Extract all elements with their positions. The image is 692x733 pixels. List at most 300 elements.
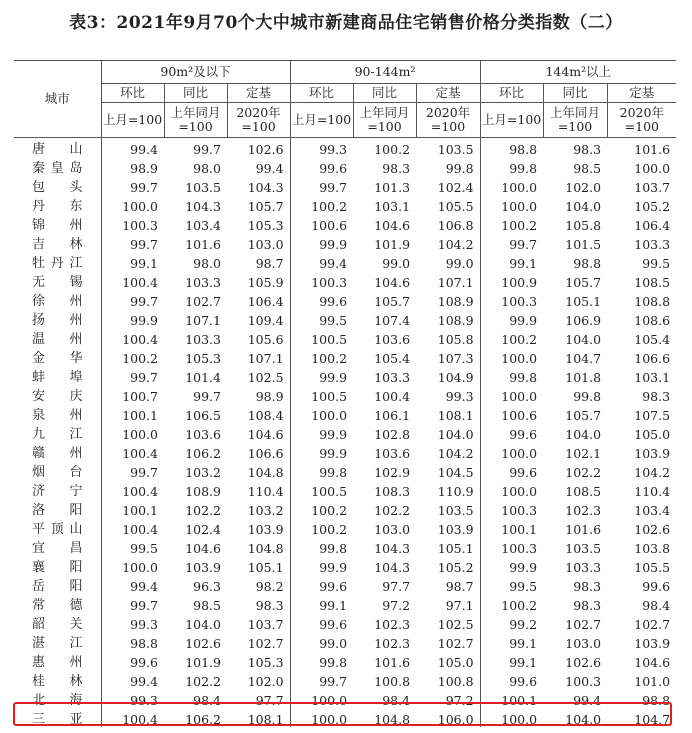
- index-value: 100.5: [290, 482, 353, 501]
- index-value: 109.4: [247, 313, 284, 328]
- table-row: [14, 368, 676, 387]
- index-value: 97.7: [255, 693, 284, 708]
- index-value: 108.5: [565, 484, 602, 499]
- index-value: 100.3: [480, 292, 543, 311]
- index-value: 100.3: [480, 501, 543, 520]
- index-value: 102.2: [185, 503, 221, 518]
- index-value: 102.5: [437, 617, 474, 632]
- index-value: 99.7: [101, 368, 164, 387]
- index-value: 99.8: [573, 389, 602, 404]
- index-value: 108.8: [634, 294, 671, 309]
- subheader-0-0: 环比: [101, 84, 164, 103]
- index-value: 98.3: [255, 598, 284, 613]
- index-value: 104.5: [437, 465, 474, 480]
- index-value: 104.0: [565, 712, 602, 727]
- index-value: 106.5: [185, 408, 221, 423]
- cutoff: [0, 727, 692, 733]
- index-value: 99.9: [290, 444, 353, 463]
- highlight-box-sanya: [13, 702, 672, 726]
- index-value: 108.1: [247, 712, 284, 727]
- table-row: [14, 520, 676, 539]
- index-value: 102.3: [565, 503, 602, 518]
- index-value: 99.0: [290, 634, 353, 653]
- index-value: 105.1: [565, 294, 602, 309]
- subheader-0-2: 定基: [227, 84, 290, 103]
- index-value: 110.9: [437, 484, 474, 499]
- index-value: 105.5: [437, 199, 474, 214]
- city-name: 烟台: [32, 465, 83, 480]
- index-value: 104.3: [374, 541, 411, 556]
- index-value: 103.3: [565, 560, 602, 575]
- index-value: 108.6: [634, 313, 671, 328]
- index-value: 99.6: [101, 653, 164, 672]
- index-value: 103.9: [437, 522, 474, 537]
- index-value: 99.7: [101, 178, 164, 197]
- city-name: 岳阳: [32, 579, 83, 594]
- subheader-1-0: 环比: [290, 84, 353, 103]
- city-name: 赣州: [32, 446, 83, 461]
- index-value: 103.5: [565, 541, 602, 556]
- index-value: 105.4: [634, 332, 671, 347]
- index-value: 103.1: [634, 370, 671, 385]
- table-row: [14, 292, 676, 311]
- table-row: [14, 349, 676, 368]
- index-value: 98.0: [193, 161, 221, 176]
- index-value: 104.8: [374, 712, 411, 727]
- index-value: 104.8: [247, 465, 284, 480]
- index-value: 98.3: [642, 389, 671, 404]
- city-name: 济宁: [32, 484, 83, 499]
- index-value: 101.6: [565, 522, 602, 537]
- index-value: 107.4: [374, 313, 411, 328]
- price-index-table: [14, 60, 676, 729]
- city-name: 无锡: [32, 275, 83, 290]
- index-value: 96.3: [193, 579, 221, 594]
- index-value: 104.0: [185, 617, 221, 632]
- index-value: 99.6: [480, 463, 543, 482]
- index-value: 102.7: [565, 617, 602, 632]
- index-value: 102.7: [185, 294, 221, 309]
- index-value: 106.1: [374, 408, 411, 423]
- table-row: [14, 558, 676, 577]
- city-name: 吉林: [32, 237, 83, 252]
- index-value: 105.7: [565, 275, 602, 290]
- city-name: 丹东: [32, 199, 83, 214]
- index-value: 99.7: [480, 235, 543, 254]
- index-value: 99.5: [101, 539, 164, 558]
- index-value: 102.5: [247, 370, 284, 385]
- index-value: 105.1: [247, 560, 284, 575]
- index-value: 99.8: [480, 368, 543, 387]
- index-value: 100.0: [290, 710, 353, 729]
- city-name: 韶关: [32, 617, 83, 632]
- index-value: 98.8: [642, 693, 671, 708]
- index-value: 98.4: [382, 693, 411, 708]
- index-value: 106.0: [437, 712, 474, 727]
- index-value: 104.2: [634, 465, 671, 480]
- index-value: 103.8: [634, 541, 671, 556]
- index-value: 98.5: [193, 598, 221, 613]
- index-value: 99.3: [101, 691, 164, 710]
- index-value: 100.2: [480, 596, 543, 615]
- index-value: 100.0: [480, 444, 543, 463]
- index-value: 100.0: [101, 425, 164, 444]
- index-value: 105.7: [565, 408, 602, 423]
- index-value: 99.1: [101, 254, 164, 273]
- index-value: 97.2: [382, 598, 411, 613]
- index-value: 102.2: [185, 674, 221, 689]
- subheader-1-2: 定基: [416, 84, 480, 103]
- index-value: 99.7: [290, 672, 353, 691]
- index-value: 99.9: [480, 311, 543, 330]
- index-value: 99.4: [101, 138, 164, 160]
- index-value: 100.0: [101, 197, 164, 216]
- index-value: 100.9: [480, 273, 543, 292]
- index-value: 105.7: [247, 199, 284, 214]
- index-value: 108.4: [247, 408, 284, 423]
- index-value: 101.9: [374, 237, 411, 252]
- index-value: 99.7: [101, 596, 164, 615]
- table-row: [14, 634, 676, 653]
- index-value: 101.6: [634, 142, 671, 157]
- index-value: 103.4: [634, 503, 671, 518]
- city-name: 宜昌: [32, 541, 83, 556]
- index-value: 104.6: [634, 655, 671, 670]
- index-value: 99.7: [101, 463, 164, 482]
- index-value: 99.2: [480, 615, 543, 634]
- index-value: 99.6: [480, 672, 543, 691]
- index-value: 98.2: [255, 579, 284, 594]
- index-value: 105.3: [247, 218, 284, 233]
- index-value: 105.9: [247, 275, 284, 290]
- index-value: 105.5: [634, 560, 671, 575]
- index-value: 102.7: [247, 636, 284, 651]
- index-value: 106.6: [634, 351, 671, 366]
- index-value: 102.1: [565, 446, 602, 461]
- index-value: 100.4: [101, 520, 164, 539]
- base-header-2-0: 上月=100: [480, 103, 543, 138]
- city-name: 三亚: [32, 712, 83, 727]
- city-name: 安庆: [32, 389, 83, 404]
- index-value: 98.0: [193, 256, 221, 271]
- index-value: 104.6: [185, 541, 221, 556]
- index-value: 100.1: [101, 406, 164, 425]
- index-value: 99.7: [193, 389, 221, 404]
- index-value: 100.0: [480, 178, 543, 197]
- table-row: [14, 330, 676, 349]
- index-value: 102.7: [634, 617, 671, 632]
- index-value: 102.4: [437, 180, 474, 195]
- index-value: 103.7: [247, 617, 284, 632]
- table-row: [14, 501, 676, 520]
- index-value: 102.6: [185, 636, 221, 651]
- index-value: 99.3: [445, 389, 474, 404]
- index-value: 104.7: [634, 712, 671, 727]
- index-value: 98.8: [480, 138, 543, 160]
- index-value: 108.3: [374, 484, 411, 499]
- base-header-1-1: 上年同月 =100: [353, 103, 416, 138]
- table-row: [14, 672, 676, 691]
- index-value: 104.0: [437, 427, 474, 442]
- index-value: 98.9: [255, 389, 284, 404]
- index-value: 100.8: [374, 674, 411, 689]
- group-header-medium: 90-144m²: [290, 61, 480, 84]
- table-row: [14, 615, 676, 634]
- index-value: 99.8: [445, 161, 474, 176]
- index-value: 101.9: [185, 655, 221, 670]
- index-value: 100.2: [290, 349, 353, 368]
- index-value: 104.0: [565, 427, 602, 442]
- index-value: 103.2: [247, 503, 284, 518]
- index-value: 99.4: [101, 577, 164, 596]
- table-row: [14, 178, 676, 197]
- index-value: 104.8: [247, 541, 284, 556]
- index-value: 99.9: [290, 425, 353, 444]
- base-header-2-1: 上年同月 =100: [543, 103, 607, 138]
- index-value: 97.1: [445, 598, 474, 613]
- index-value: 102.2: [565, 465, 602, 480]
- index-value: 100.0: [480, 710, 543, 729]
- city-name: 秦皇岛: [32, 161, 83, 176]
- index-value: 99.7: [193, 142, 221, 157]
- index-value: 102.8: [374, 427, 411, 442]
- index-value: 100.3: [480, 539, 543, 558]
- index-value: 99.7: [101, 292, 164, 311]
- base-header-0-0: 上月=100: [101, 103, 164, 138]
- base-header-0-1: 上年同月 =100: [164, 103, 227, 138]
- index-value: 98.8: [573, 256, 602, 271]
- index-value: 104.6: [374, 275, 411, 290]
- group-header-small: 90m²及以下: [101, 61, 290, 84]
- city-name: 蚌埠: [32, 370, 83, 385]
- index-value: 100.5: [290, 387, 353, 406]
- index-value: 100.4: [101, 444, 164, 463]
- index-value: 100.1: [101, 501, 164, 520]
- subheader-2-0: 环比: [480, 84, 543, 103]
- index-value: 100.0: [480, 482, 543, 501]
- index-value: 103.3: [185, 332, 221, 347]
- index-value: 107.1: [185, 313, 221, 328]
- index-value: 102.9: [374, 465, 411, 480]
- index-value: 105.0: [437, 655, 474, 670]
- index-value: 98.5: [573, 161, 602, 176]
- group-header-large: 144m²以上: [480, 61, 676, 84]
- city-name: 锦州: [32, 218, 83, 233]
- index-value: 104.2: [437, 446, 474, 461]
- index-value: 98.3: [573, 579, 602, 594]
- index-value: 100.2: [480, 330, 543, 349]
- index-value: 110.4: [247, 484, 284, 499]
- index-value: 99.6: [290, 615, 353, 634]
- index-value: 108.9: [185, 484, 221, 499]
- index-value: 106.2: [185, 446, 221, 461]
- index-value: 99.6: [290, 292, 353, 311]
- index-value: 99.7: [290, 178, 353, 197]
- index-value: 98.4: [193, 693, 221, 708]
- base-header-0-2: 2020年 =100: [227, 103, 290, 138]
- index-value: 99.0: [445, 256, 474, 271]
- city-name: 唐山: [32, 142, 83, 157]
- index-value: 103.6: [374, 332, 411, 347]
- index-value: 99.4: [101, 672, 164, 691]
- index-value: 104.9: [437, 370, 474, 385]
- index-value: 98.3: [573, 142, 602, 157]
- city-name: 泉州: [32, 408, 83, 423]
- table-row: [14, 254, 676, 273]
- index-value: 100.4: [101, 330, 164, 349]
- table-row: [14, 138, 676, 160]
- index-value: 102.2: [374, 503, 411, 518]
- base-header-1-0: 上月=100: [290, 103, 353, 138]
- index-value: 100.3: [101, 216, 164, 235]
- index-value: 100.0: [290, 406, 353, 425]
- index-value: 97.7: [382, 579, 411, 594]
- index-value: 104.6: [247, 427, 284, 442]
- index-value: 100.7: [101, 387, 164, 406]
- index-value: 104.0: [565, 332, 602, 347]
- index-value: 100.1: [480, 691, 543, 710]
- index-value: 100.0: [101, 558, 164, 577]
- index-value: 100.3: [565, 674, 602, 689]
- index-value: 101.6: [374, 655, 411, 670]
- index-value: 105.8: [565, 218, 602, 233]
- index-value: 99.9: [290, 558, 353, 577]
- index-value: 100.4: [101, 710, 164, 729]
- index-value: 103.0: [374, 522, 411, 537]
- index-value: 100.4: [374, 389, 411, 404]
- city-name: 九江: [32, 427, 83, 442]
- index-value: 101.6: [185, 237, 221, 252]
- index-value: 99.9: [290, 368, 353, 387]
- city-name: 北海: [32, 693, 83, 708]
- index-value: 105.8: [437, 332, 474, 347]
- index-value: 103.5: [437, 503, 474, 518]
- index-value: 104.3: [185, 199, 221, 214]
- index-value: 101.4: [185, 370, 221, 385]
- index-value: 101.8: [565, 370, 602, 385]
- index-value: 98.4: [642, 598, 671, 613]
- index-value: 99.6: [290, 159, 353, 178]
- city-name: 湛江: [32, 636, 83, 651]
- table-row: [14, 653, 676, 672]
- index-value: 99.3: [101, 615, 164, 634]
- index-value: 106.4: [247, 294, 284, 309]
- index-value: 101.3: [374, 180, 411, 195]
- index-value: 99.5: [290, 311, 353, 330]
- index-value: 102.4: [185, 522, 221, 537]
- index-value: 103.7: [634, 180, 671, 195]
- base-header-1-2: 2020年 =100: [416, 103, 480, 138]
- table-row: [14, 444, 676, 463]
- index-value: 102.6: [565, 655, 602, 670]
- index-value: 100.2: [374, 142, 411, 157]
- index-value: 99.8: [290, 463, 353, 482]
- index-value: 110.4: [634, 484, 671, 499]
- index-value: 98.9: [101, 159, 164, 178]
- city-name: 常德: [32, 598, 83, 613]
- index-value: 99.7: [101, 235, 164, 254]
- index-value: 103.6: [374, 446, 411, 461]
- table-row: [14, 387, 676, 406]
- index-value: 102.7: [437, 636, 474, 651]
- index-value: 100.4: [101, 482, 164, 501]
- index-value: 103.9: [634, 636, 671, 651]
- index-value: 100.0: [480, 387, 543, 406]
- city-name: 平顶山: [32, 522, 83, 537]
- index-value: 102.0: [247, 674, 284, 689]
- index-value: 105.2: [437, 560, 474, 575]
- index-value: 103.0: [247, 237, 284, 252]
- table-row: [14, 216, 676, 235]
- index-value: 100.2: [290, 520, 353, 539]
- index-value: 102.6: [247, 142, 284, 157]
- index-value: 105.0: [634, 427, 671, 442]
- index-value: 103.9: [634, 446, 671, 461]
- index-value: 99.6: [480, 425, 543, 444]
- index-value: 105.2: [634, 199, 671, 214]
- city-name: 牡丹江: [32, 256, 83, 271]
- table-row: [14, 197, 676, 216]
- index-value: 99.1: [480, 254, 543, 273]
- table-row: [14, 463, 676, 482]
- index-value: 101.5: [565, 237, 602, 252]
- index-value: 99.8: [290, 653, 353, 672]
- index-value: 99.1: [480, 634, 543, 653]
- index-value: 105.3: [247, 655, 284, 670]
- index-value: 99.9: [290, 235, 353, 254]
- city-name: 襄阳: [32, 560, 83, 575]
- index-value: 100.0: [290, 691, 353, 710]
- city-name: 温州: [32, 332, 83, 347]
- index-value: 100.3: [290, 273, 353, 292]
- index-value: 100.6: [480, 406, 543, 425]
- index-value: 101.0: [634, 674, 671, 689]
- index-value: 99.1: [480, 653, 543, 672]
- index-value: 100.2: [290, 197, 353, 216]
- index-value: 98.7: [445, 579, 474, 594]
- city-name: 包头: [32, 180, 83, 195]
- index-value: 99.8: [290, 539, 353, 558]
- table-row: [14, 596, 676, 615]
- index-value: 104.3: [247, 180, 284, 195]
- index-value: 102.3: [374, 617, 411, 632]
- city-header: 城市: [14, 61, 101, 138]
- index-value: 103.2: [185, 465, 221, 480]
- index-value: 99.8: [480, 159, 543, 178]
- index-value: 103.5: [185, 180, 221, 195]
- city-name: 金华: [32, 351, 83, 366]
- table-row: [14, 482, 676, 501]
- index-value: 99.9: [101, 311, 164, 330]
- table-row: [14, 235, 676, 254]
- index-value: 105.6: [247, 332, 284, 347]
- index-value: 106.9: [565, 313, 602, 328]
- index-value: 99.4: [255, 161, 284, 176]
- index-value: 108.5: [634, 275, 671, 290]
- index-value: 97.2: [445, 693, 474, 708]
- index-value: 100.1: [480, 520, 543, 539]
- index-value: 103.3: [634, 237, 671, 252]
- index-value: 99.4: [290, 254, 353, 273]
- index-value: 107.5: [634, 408, 671, 423]
- index-value: 102.6: [634, 522, 671, 537]
- index-value: 102.0: [565, 180, 602, 195]
- index-value: 105.7: [374, 294, 411, 309]
- index-value: 99.4: [573, 693, 602, 708]
- subheader-2-2: 定基: [607, 84, 676, 103]
- index-value: 103.3: [374, 370, 411, 385]
- table-row: [14, 406, 676, 425]
